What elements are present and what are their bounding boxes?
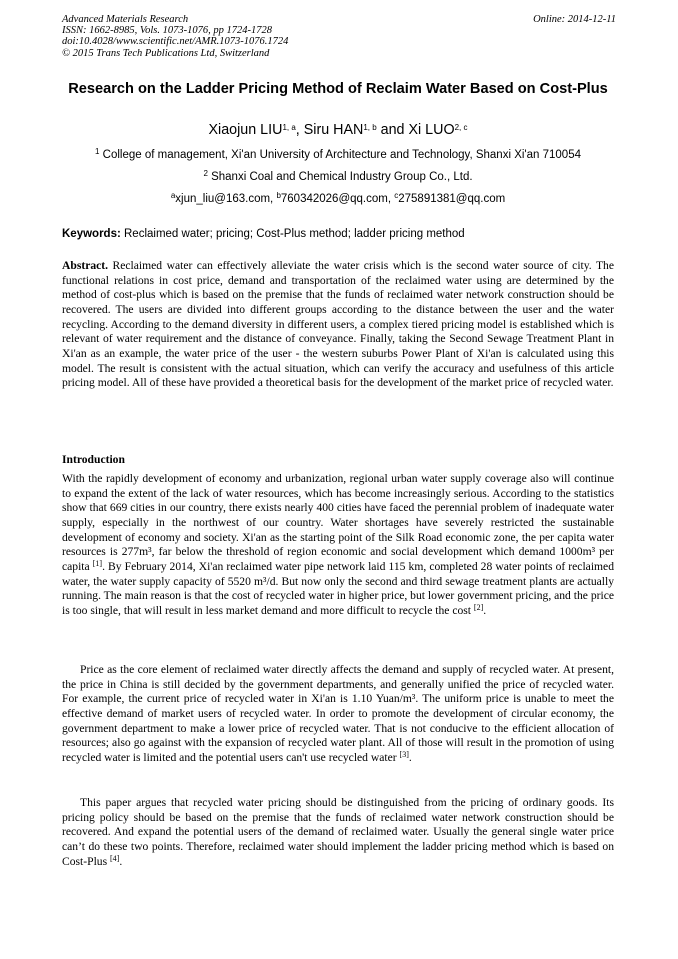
citation-ref: [4] [110,853,120,863]
author-list [62,121,614,139]
keywords-line [62,227,614,241]
online-date: Online: 2014-12-11 [533,14,616,25]
email-text: 760342026@qq.com, [280,193,395,205]
citation-ref: [1] [92,559,103,569]
affiliation-text: Shanxi Coal and Chemical Industry Group Co., Ltd. [211,171,473,183]
issn-line: ISSN: 1662-8985, Vols. 1073-1076, pp 1724-1728 [62,25,272,37]
affiliation-1 [62,148,614,162]
journal-name: Advanced Materials Research [62,14,189,25]
paper-title: Research on the Ladder Pricing Method of Reclaim Water Based on Cost-Plus [68,81,608,97]
keywords-label: Keywords: [62,228,121,240]
doi-line: doi:10.4028/www.scientific.net/AMR.1073-1076.1724 [62,36,289,48]
author-name: Xi LUO [408,122,455,138]
author-affil-sup: 2, c [454,123,468,132]
citation-ref: [3] [399,750,409,760]
journal-header [62,14,288,59]
intro-paragraph-2 [62,663,614,766]
abstract-label: Abstract. [62,259,109,272]
intro-p1-text-b: . By February 2014, Xi'an reclaimed water pipe network laid 115 km, completed 28 water points of reclaimed water, the water supply capacity of 5520 m³/d. But now only the second and third sewage treatment plants are actually running. The main reason is that the cost of recycled water in higher price, but lower government pricing, and the price is too single, that will result in less market demand and more difficult to recycle the cost [62,560,614,618]
affiliation-sup: 2 [203,169,208,178]
affiliation-text: College of management, Xi'an University of Architecture and Technology, Shanxi Xi'an 710054 [102,149,581,161]
affiliation-sup: 1 [95,147,100,156]
author-name: Xiaojun LIU [208,122,283,138]
section-heading-introduction: Introduction [62,453,125,466]
author-name: Siru HAN [303,122,364,138]
email-list [62,192,614,206]
email-text: 275891381@qq.com [398,193,506,205]
email-sup: c [394,191,399,200]
author-affil-sup: 1, b [363,123,377,132]
copyright-line: © 2015 Trans Tech Publications Ltd, Switzerland [62,47,270,59]
abstract-text: Reclaimed water can effectively alleviate the water crisis which is the second water source of city. The functional relations in cost price, demand and transportation of the reclaimed water using are determined by the method of cost-plus which is based on the premise that the funds of reclaimed water network construction should be recovered. The users are divided into different groups according to the distance between the user and the water recycling. According to the demand diversity in different users, a complex tiered pricing model is established which is relevant of water requirement and the distance of conveyance. Finally, taking the Second Sewage Treatment Plant in Xi'an as an example, the water price of the user - the western suburbs Power Plant of Xi'an is calculated using this model. The result is consistent with the actual situation, which can verify the accuracy and usefulness of this article pricing model. All of these have provided a theoretical basis for the development of the market price of recycled water. [62,259,614,390]
author-affil-sup: 1, a [282,123,296,132]
author-separator: and [376,122,409,138]
abstract-paragraph [62,259,614,391]
intro-p3-text-a: This paper argues that recycled water pricing should be distinguished from the pricing of ordinary goods. Its pricing policy should be based on the premise that the funds of reclaimed water network construction should be recovered. And expand the potential users of the demand of reclaimed water. Usually the general single water price can’t do these two points. Therefore, reclaimed water should implement the ladder pricing method which is based on Cost-Plus [62,796,614,868]
email-text: xjun_liu@163.com, [175,193,277,205]
intro-paragraph-1 [62,472,614,619]
email-sup: a [170,191,176,200]
intro-p3-text-b: . [119,854,123,868]
keywords-text: Reclaimed water; pricing; Cost-Plus method; ladder pricing method [120,228,465,240]
author-separator: , [295,122,304,138]
intro-p1-text-c: . [483,604,487,618]
intro-p2-text-a: Price as the core element of reclaimed water directly affects the demand and supply of recycled water. At present, the price in China is still decided by the government departments, and generally unified the price of recycled water. For example, the current price of recycled water in Xi'an is 1.10 Yuan/m³. The uniform price is unable to meet the effective demand of market users of recycled water. In order to promote the development of circular economy, the government department to make a lower price of recycled water. That is not conducive to the efficient allocation of resources; also go against with the expansion of recycled water plant. All of those will result in the promotion of using recycled water is limited and the potential users can't use recycled water [62,663,614,765]
intro-paragraph-3 [62,796,614,869]
affiliation-2 [62,170,614,184]
intro-p2-text-b: . [408,751,412,765]
intro-p1-text-a: With the rapidly development of economy and urbanization, regional urban water supply coverage also will continue to expand the extent of the lack of water resources, which has become increasingly serious. According to the statistics show that 669 cities in our country, there exists nearly 400 cities have faced the perennial problem of inadequate water supply, especially in the northwest of our country. Water shortages have severely restricted the sustainable development of economy and society. Xi'an as the starting point of the Silk Road economic zone, the per capita water resources is 277m³, far below the threshold of region economic and social development which demand 1000m³ per capita [62,472,614,574]
email-sup: b [276,191,281,200]
citation-ref: [2] [473,603,484,613]
